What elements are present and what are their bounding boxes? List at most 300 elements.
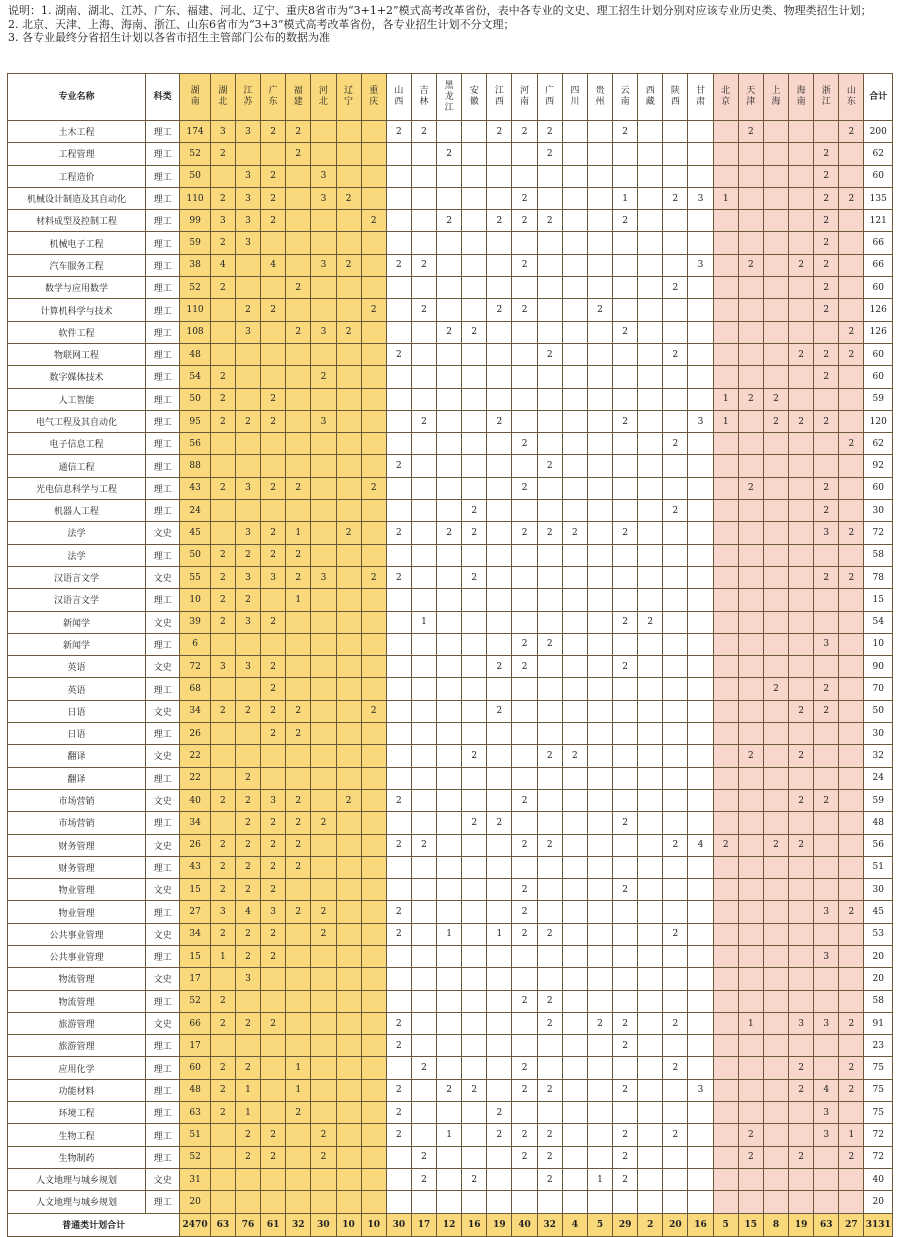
- plan-cell: 2: [311, 901, 336, 923]
- plan-cell: 2: [814, 254, 839, 276]
- plan-cell: 2: [386, 522, 411, 544]
- plan-cell: [361, 633, 386, 655]
- plan-cell: [638, 633, 663, 655]
- plan-cell: [386, 366, 411, 388]
- row-total: 32: [864, 745, 893, 767]
- plan-cell: 1: [613, 187, 638, 209]
- plan-cell: [437, 723, 462, 745]
- plan-cell: 2: [763, 678, 788, 700]
- plan-cell: [411, 856, 436, 878]
- plan-cell: [587, 968, 612, 990]
- plan-cell: [336, 477, 361, 499]
- plan-cell: [411, 477, 436, 499]
- plan-cell: 3: [688, 1079, 713, 1101]
- plan-cell: [311, 589, 336, 611]
- plan-cell: [763, 923, 788, 945]
- plan-cell: 2: [814, 410, 839, 432]
- plan-cell: [638, 834, 663, 856]
- plan-cell: [462, 277, 487, 299]
- plan-cell: [738, 522, 763, 544]
- plan-cell: [738, 500, 763, 522]
- plan-cell: 2: [537, 633, 562, 655]
- plan-cell: 2: [286, 566, 311, 588]
- major-name: 机械设计制造及其自动化: [8, 187, 146, 209]
- plan-cell: 1: [713, 410, 738, 432]
- plan-cell: [462, 678, 487, 700]
- plan-cell: [311, 544, 336, 566]
- subject-type: 理工: [145, 1146, 179, 1168]
- plan-cell: [638, 343, 663, 365]
- plan-cell: 22: [180, 745, 210, 767]
- plan-cell: [462, 165, 487, 187]
- table-row: [8, 1102, 893, 1124]
- plan-cell: [587, 522, 612, 544]
- plan-cell: 2: [361, 700, 386, 722]
- plan-cell: 2: [386, 1124, 411, 1146]
- plan-cell: 2: [235, 767, 260, 789]
- plan-cell: [638, 1057, 663, 1079]
- plan-cell: [587, 321, 612, 343]
- subject-type: 理工: [145, 477, 179, 499]
- plan-cell: [286, 633, 311, 655]
- plan-cell: [613, 990, 638, 1012]
- notes: [8, 4, 892, 45]
- plan-cell: [235, 723, 260, 745]
- plan-cell: 3: [235, 210, 260, 232]
- row-total: 60: [864, 366, 893, 388]
- plan-cell: 2: [613, 611, 638, 633]
- plan-cell: [789, 856, 814, 878]
- plan-cell: [789, 968, 814, 990]
- plan-cell: [763, 165, 788, 187]
- plan-cell: [688, 388, 713, 410]
- plan-cell: 3: [235, 121, 260, 143]
- plan-cell: [763, 566, 788, 588]
- plan-cell: 2: [336, 522, 361, 544]
- plan-cell: [336, 433, 361, 455]
- plan-cell: [738, 1057, 763, 1079]
- major-name: 生物工程: [8, 1124, 146, 1146]
- plan-cell: [738, 1035, 763, 1057]
- plan-cell: [361, 767, 386, 789]
- table-row: [8, 366, 893, 388]
- plan-cell: [839, 923, 864, 945]
- table-row: [8, 611, 893, 633]
- plan-cell: [638, 678, 663, 700]
- plan-cell: [638, 589, 663, 611]
- plan-cell: [713, 968, 738, 990]
- table-row: [8, 433, 893, 455]
- plan-cell: [361, 1057, 386, 1079]
- plan-cell: [638, 165, 663, 187]
- table-row: [8, 767, 893, 789]
- plan-cell: 50: [180, 544, 210, 566]
- plan-cell: 34: [180, 700, 210, 722]
- plan-cell: [336, 165, 361, 187]
- plan-cell: [235, 633, 260, 655]
- plan-cell: [210, 968, 235, 990]
- plan-cell: [839, 299, 864, 321]
- plan-cell: [411, 879, 436, 901]
- plan-cell: [638, 1102, 663, 1124]
- table-row: [8, 254, 893, 276]
- plan-cell: [713, 321, 738, 343]
- plan-cell: [789, 388, 814, 410]
- plan-cell: [713, 566, 738, 588]
- table-row: [8, 945, 893, 967]
- plan-cell: [537, 544, 562, 566]
- table-row: [8, 187, 893, 209]
- plan-cell: [386, 745, 411, 767]
- plan-cell: [613, 477, 638, 499]
- plan-cell: 3: [311, 410, 336, 432]
- subject-type: 理工: [145, 121, 179, 143]
- plan-cell: [839, 1191, 864, 1213]
- plan-cell: 95: [180, 410, 210, 432]
- plan-cell: [336, 1057, 361, 1079]
- plan-cell: [437, 968, 462, 990]
- plan-cell: [235, 143, 260, 165]
- table-row: [8, 745, 893, 767]
- plan-cell: [437, 656, 462, 678]
- plan-cell: [713, 945, 738, 967]
- plan-cell: [537, 366, 562, 388]
- plan-cell: [286, 299, 311, 321]
- row-total: 121: [864, 210, 893, 232]
- plan-cell: 2: [613, 121, 638, 143]
- plan-cell: [763, 1012, 788, 1034]
- plan-cell: [789, 1191, 814, 1213]
- plan-cell: [386, 945, 411, 967]
- plan-cell: 108: [180, 321, 210, 343]
- plan-cell: 2: [386, 566, 411, 588]
- plan-cell: [587, 923, 612, 945]
- table-row: [8, 923, 893, 945]
- plan-cell: 2: [487, 299, 512, 321]
- plan-cell: [487, 343, 512, 365]
- plan-cell: [311, 700, 336, 722]
- plan-cell: [688, 121, 713, 143]
- plan-cell: 2: [512, 1057, 537, 1079]
- plan-cell: [537, 700, 562, 722]
- subject-type: 理工: [145, 1102, 179, 1124]
- plan-cell: 2: [537, 923, 562, 945]
- summary-cell: 63: [210, 1213, 235, 1236]
- table-row: [8, 990, 893, 1012]
- plan-cell: [713, 990, 738, 1012]
- plan-cell: [763, 500, 788, 522]
- plan-cell: [738, 856, 763, 878]
- plan-cell: [663, 1191, 688, 1213]
- plan-cell: [210, 1146, 235, 1168]
- plan-cell: 1: [210, 945, 235, 967]
- plan-cell: [235, 678, 260, 700]
- plan-cell: [839, 611, 864, 633]
- plan-cell: [562, 121, 587, 143]
- plan-cell: [462, 366, 487, 388]
- plan-cell: [763, 1146, 788, 1168]
- plan-cell: [688, 1012, 713, 1034]
- plan-cell: [235, 500, 260, 522]
- plan-cell: [663, 633, 688, 655]
- row-total: 58: [864, 544, 893, 566]
- plan-cell: [437, 834, 462, 856]
- plan-cell: [688, 767, 713, 789]
- plan-cell: [688, 299, 713, 321]
- subject-type: 理工: [145, 143, 179, 165]
- plan-cell: 2: [235, 879, 260, 901]
- summary-cell: 40: [512, 1213, 537, 1236]
- plan-cell: [638, 254, 663, 276]
- plan-cell: [311, 1057, 336, 1079]
- plan-cell: 1: [286, 1057, 311, 1079]
- plan-cell: 3: [210, 210, 235, 232]
- plan-cell: 2: [261, 723, 286, 745]
- plan-cell: 2: [663, 923, 688, 945]
- plan-cell: [613, 343, 638, 365]
- subject-type: 理工: [145, 945, 179, 967]
- plan-cell: [738, 455, 763, 477]
- plan-cell: [789, 945, 814, 967]
- plan-cell: 2: [537, 343, 562, 365]
- plan-cell: 2: [638, 611, 663, 633]
- plan-cell: [437, 789, 462, 811]
- plan-cell: [261, 589, 286, 611]
- row-total: 56: [864, 834, 893, 856]
- plan-cell: [512, 945, 537, 967]
- plan-cell: [587, 611, 612, 633]
- plan-cell: [411, 1102, 436, 1124]
- plan-cell: [336, 1191, 361, 1213]
- plan-cell: 2: [210, 789, 235, 811]
- plan-cell: 60: [180, 1057, 210, 1079]
- plan-cell: [738, 566, 763, 588]
- plan-cell: [587, 477, 612, 499]
- plan-cell: [487, 856, 512, 878]
- plan-cell: [688, 321, 713, 343]
- plan-cell: 2: [286, 700, 311, 722]
- plan-cell: [411, 433, 436, 455]
- plan-cell: [286, 388, 311, 410]
- plan-cell: 2: [814, 477, 839, 499]
- plan-cell: 2: [613, 210, 638, 232]
- plan-cell: [638, 210, 663, 232]
- plan-cell: [613, 945, 638, 967]
- plan-cell: 2: [286, 121, 311, 143]
- plan-cell: [763, 789, 788, 811]
- plan-cell: [562, 299, 587, 321]
- plan-cell: [286, 455, 311, 477]
- plan-cell: [763, 299, 788, 321]
- subject-type: 理工: [145, 990, 179, 1012]
- plan-cell: [361, 789, 386, 811]
- plan-cell: [437, 1102, 462, 1124]
- subject-type: 理工: [145, 277, 179, 299]
- major-name: 翻译: [8, 745, 146, 767]
- plan-cell: [587, 1146, 612, 1168]
- plan-cell: [411, 1124, 436, 1146]
- plan-cell: 1: [286, 1079, 311, 1101]
- plan-cell: [537, 388, 562, 410]
- plan-cell: [562, 1191, 587, 1213]
- plan-cell: [587, 410, 612, 432]
- enrollment-plan-table: [7, 73, 893, 1237]
- plan-cell: [839, 277, 864, 299]
- plan-cell: 52: [180, 143, 210, 165]
- plan-cell: 3: [210, 901, 235, 923]
- plan-cell: [336, 500, 361, 522]
- plan-cell: 48: [180, 343, 210, 365]
- plan-cell: [814, 1146, 839, 1168]
- plan-cell: [663, 968, 688, 990]
- row-total: 58: [864, 990, 893, 1012]
- plan-cell: 2: [261, 923, 286, 945]
- plan-cell: [839, 856, 864, 878]
- plan-cell: [361, 321, 386, 343]
- plan-cell: 2: [814, 678, 839, 700]
- table-row: [8, 812, 893, 834]
- plan-cell: [587, 165, 612, 187]
- plan-cell: [763, 343, 788, 365]
- plan-cell: [738, 990, 763, 1012]
- plan-cell: [386, 700, 411, 722]
- plan-cell: [763, 656, 788, 678]
- plan-cell: [638, 1012, 663, 1034]
- plan-cell: [261, 1057, 286, 1079]
- plan-cell: 2: [487, 656, 512, 678]
- plan-cell: 3: [688, 410, 713, 432]
- subject-type: 理工: [145, 232, 179, 254]
- plan-cell: [839, 968, 864, 990]
- plan-cell: [814, 834, 839, 856]
- subject-type: 文史: [145, 566, 179, 588]
- plan-cell: 3: [235, 611, 260, 633]
- plan-cell: [336, 388, 361, 410]
- plan-cell: 2: [738, 1124, 763, 1146]
- plan-cell: [286, 879, 311, 901]
- table-row: [8, 143, 893, 165]
- plan-cell: [537, 611, 562, 633]
- plan-cell: [688, 343, 713, 365]
- plan-cell: 2: [738, 477, 763, 499]
- plan-cell: [210, 299, 235, 321]
- plan-cell: [688, 500, 713, 522]
- plan-cell: [814, 745, 839, 767]
- plan-cell: [763, 879, 788, 901]
- plan-cell: 3: [814, 901, 839, 923]
- plan-cell: [738, 834, 763, 856]
- plan-cell: [487, 455, 512, 477]
- plan-cell: [688, 656, 713, 678]
- plan-cell: [663, 388, 688, 410]
- plan-cell: [789, 121, 814, 143]
- plan-cell: [587, 143, 612, 165]
- plan-cell: [738, 767, 763, 789]
- plan-cell: 2: [462, 321, 487, 343]
- plan-cell: [562, 589, 587, 611]
- table-row: [8, 299, 893, 321]
- subject-type: 文史: [145, 789, 179, 811]
- plan-cell: 2: [210, 923, 235, 945]
- table-row: [8, 879, 893, 901]
- plan-cell: [437, 477, 462, 499]
- plan-cell: [587, 187, 612, 209]
- plan-cell: [613, 544, 638, 566]
- major-name: 功能材料: [8, 1079, 146, 1101]
- table-row: [8, 678, 893, 700]
- plan-cell: [261, 745, 286, 767]
- plan-cell: 40: [180, 789, 210, 811]
- major-name: 工程造价: [8, 165, 146, 187]
- row-total: 75: [864, 1079, 893, 1101]
- plan-cell: [311, 723, 336, 745]
- plan-cell: 2: [763, 388, 788, 410]
- plan-cell: [437, 232, 462, 254]
- plan-cell: [512, 611, 537, 633]
- plan-cell: 2: [512, 254, 537, 276]
- plan-cell: [386, 299, 411, 321]
- plan-cell: [688, 455, 713, 477]
- subject-type: 文史: [145, 522, 179, 544]
- plan-cell: [411, 187, 436, 209]
- plan-cell: [738, 945, 763, 967]
- plan-cell: 2: [814, 789, 839, 811]
- row-total: 24: [864, 767, 893, 789]
- plan-cell: [763, 901, 788, 923]
- summary-cell: 29: [613, 1213, 638, 1236]
- plan-cell: [361, 1102, 386, 1124]
- plan-cell: [789, 187, 814, 209]
- plan-cell: [462, 1057, 487, 1079]
- plan-cell: [336, 678, 361, 700]
- plan-cell: [562, 968, 587, 990]
- plan-cell: 2: [210, 388, 235, 410]
- plan-cell: [462, 633, 487, 655]
- plan-cell: 2: [814, 232, 839, 254]
- header-row: [8, 74, 893, 121]
- plan-cell: [210, 433, 235, 455]
- plan-cell: [437, 500, 462, 522]
- plan-cell: [286, 1168, 311, 1190]
- major-name: 物业管理: [8, 879, 146, 901]
- plan-cell: [512, 812, 537, 834]
- table-row: [8, 789, 893, 811]
- plan-cell: 3: [688, 254, 713, 276]
- major-name: 环境工程: [8, 1102, 146, 1124]
- plan-cell: [587, 723, 612, 745]
- plan-cell: [311, 143, 336, 165]
- plan-cell: [663, 856, 688, 878]
- plan-cell: 2: [437, 522, 462, 544]
- table-row: [8, 522, 893, 544]
- plan-cell: [261, 232, 286, 254]
- plan-cell: [487, 834, 512, 856]
- plan-cell: 1: [437, 923, 462, 945]
- plan-cell: 2: [286, 723, 311, 745]
- plan-cell: [487, 366, 512, 388]
- plan-cell: [688, 1035, 713, 1057]
- plan-cell: [713, 254, 738, 276]
- plan-cell: [587, 1079, 612, 1101]
- plan-cell: [437, 633, 462, 655]
- plan-cell: [336, 767, 361, 789]
- table-row: [8, 477, 893, 499]
- plan-cell: 2: [537, 143, 562, 165]
- plan-cell: [638, 187, 663, 209]
- row-total: 60: [864, 277, 893, 299]
- plan-cell: [713, 522, 738, 544]
- plan-cell: 2: [537, 1079, 562, 1101]
